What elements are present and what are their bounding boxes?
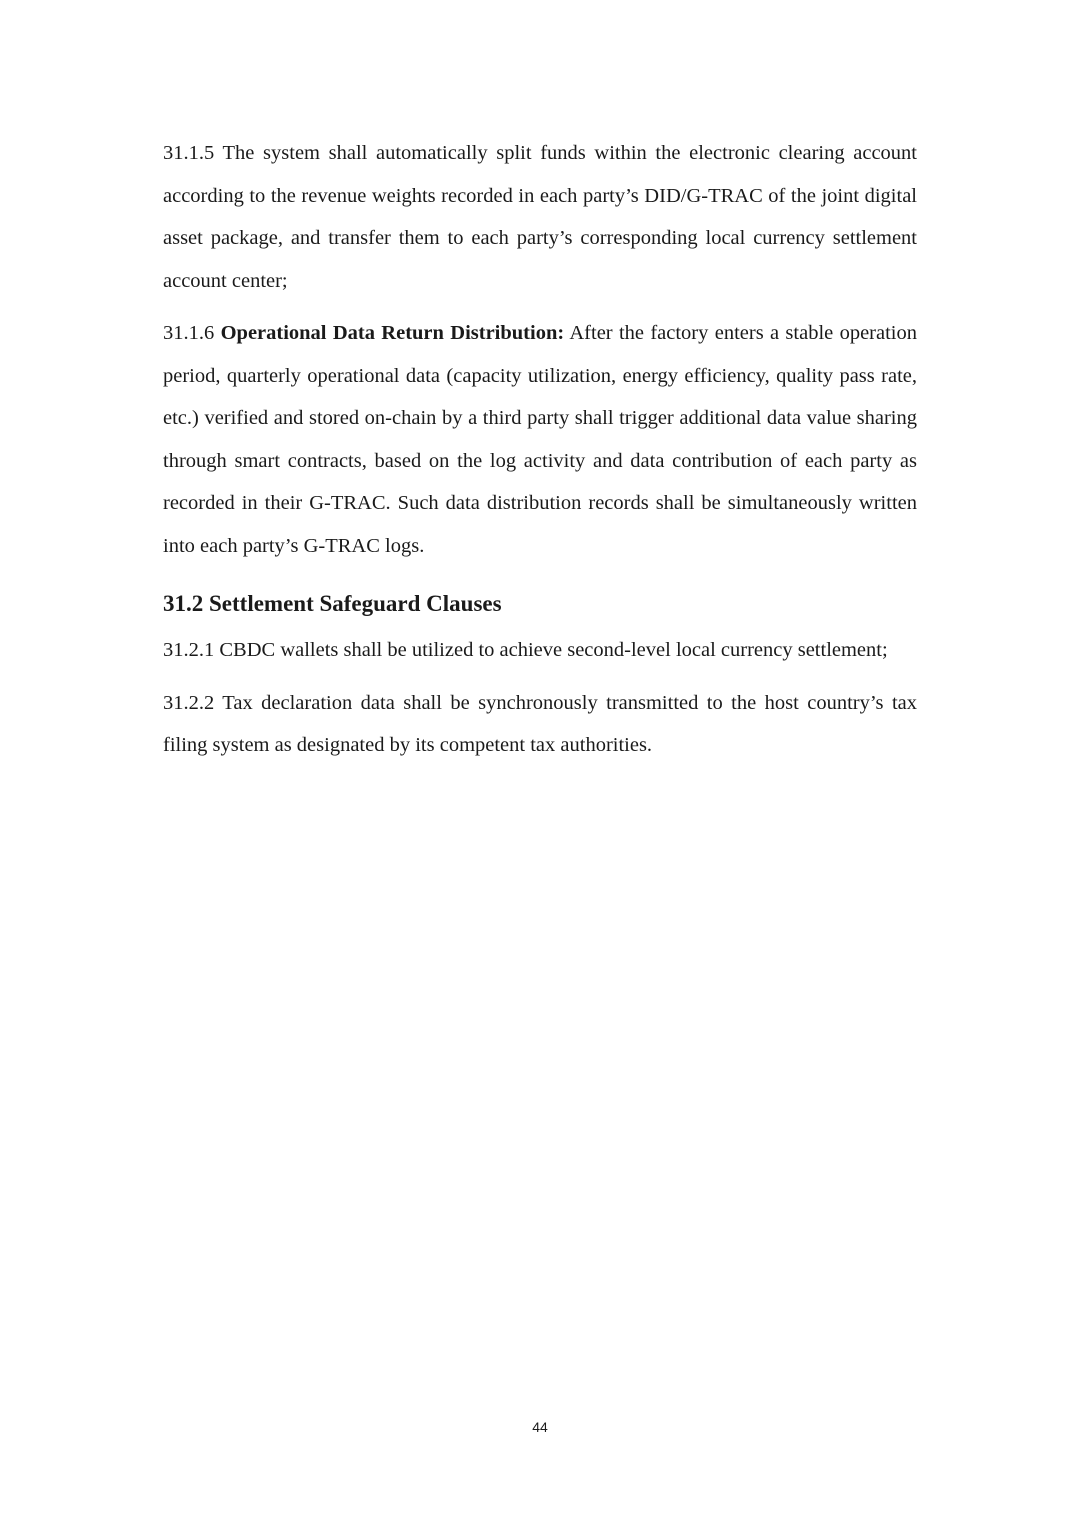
clause-31-2-2 [163, 682, 917, 767]
section-heading-31-2: 31.2 Settlement Safeguard Clauses [163, 591, 502, 616]
clause-31-2-1-text: 31.2.1 CBDC wallets shall be utilized to achieve second-level local currency settlement; [163, 639, 888, 661]
clause-31-1-6-title: Operational Data Return Distribution: [220, 322, 565, 344]
clause-31-1-6-number: 31.1.6 [163, 322, 215, 344]
clause-31-2-2-text: 31.2.2 Tax declaration data shall be synchronously transmitted to the host country’s tax filing system as designated by its competent tax authorities. [163, 691, 917, 756]
clause-31-1-5-text: 31.1.5 The system shall automatically split funds within the electronic clearing account according to the revenue weights recorded in each party’s DID/G-TRAC of the joint digital asset package, and transfer them to each party’s corresponding local currency settlement account center; [163, 142, 917, 292]
page-number: 44 [532, 1419, 548, 1435]
page-body [163, 132, 917, 777]
clause-31-1-6 [163, 312, 917, 567]
clause-31-1-5 [163, 132, 917, 302]
clause-31-1-6-text: After the factory enters a stable operation period, quarterly operational data (capacity utilization, energy efficiency, quality pass rate, etc.) verified and stored on-chain by a third party shall trigger additional data value sharing through smart contracts, based on the log activity and data contribution of each party as recorded in their G-TRAC. Such data distribution records shall be simultaneously written into each party’s G-TRAC logs. [163, 322, 917, 557]
clause-31-2-1 [163, 629, 917, 672]
